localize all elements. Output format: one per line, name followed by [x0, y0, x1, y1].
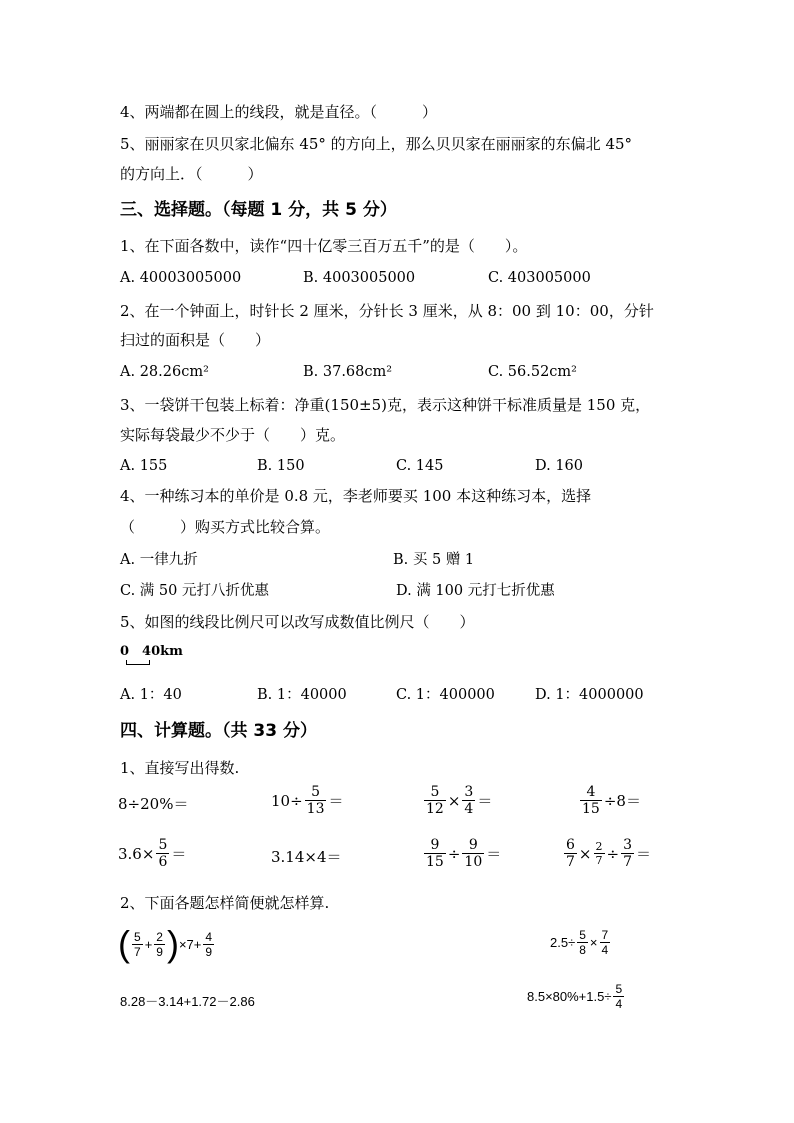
fraction: $\frac{4}{9}$	[205, 929, 213, 959]
choice-q3-b: B. 150	[257, 458, 305, 474]
judge-q5-line1: 5、丽丽家在贝贝家北偏东 45° 的方向上，那么贝贝家在丽丽家的东偏北 45°	[120, 135, 633, 153]
fraction: $\frac{3}{4}$	[464, 784, 474, 817]
fraction: $\frac{3}{7}$	[623, 837, 632, 870]
choice-q3-a: A. 155	[120, 458, 168, 474]
fraction: $\frac{2}{9}$	[156, 929, 163, 959]
calc-1-2: 10÷ $\frac{5}{13}$ ＝	[271, 784, 344, 817]
choice-q1: 1、在下面各数中，读作“四十亿零三百万五千”的是（ ）。	[120, 237, 528, 255]
fraction: $\frac{5}{6}$	[158, 837, 168, 870]
calc-2-3: 8.28－3.14+1.72－2.86	[120, 993, 255, 1009]
choice-q2-line2: 扫过的面积是（ ）	[120, 331, 271, 349]
fraction: $\frac{5}{13}$	[306, 784, 325, 817]
calc-q2-text: 2、下面各题怎样简便就怎样算.	[120, 894, 330, 912]
calc-1-4: $\frac{4}{15}$ ÷8＝	[582, 784, 641, 817]
choice-q5-a: A. 1：40	[120, 687, 182, 703]
calc-1-8: $\frac{6}{7}$ × $\frac{2}{7}$ ÷ $\frac{3}{7}$ ＝	[566, 837, 652, 870]
fraction: $\frac{9}{10}$	[464, 837, 483, 870]
choice-q4-d: D. 满 100 元打七折优惠	[396, 583, 555, 599]
calc-1-5: 3.6× $\frac{5}{6}$ ＝	[118, 837, 187, 870]
choice-q5-d: D. 1：4000000	[535, 687, 644, 703]
choice-q2-line1: 2、在一个钟面上，时针长 2 厘米，分针长 3 厘米，从 8：00 到 10：00，分针	[120, 302, 654, 320]
choice-q5: 5、如图的线段比例尺可以改写成数值比例尺（ ）	[120, 613, 475, 631]
choice-q2-c: C. 56.52cm²	[488, 364, 577, 380]
fraction: $\frac{5}{7}$	[134, 929, 141, 959]
choice-q3-line2: 实际每袋最少不少于（ ）克。	[120, 426, 346, 444]
choice-q2-a: A. 28.26cm²	[120, 364, 209, 380]
choice-q5-c: C. 1：400000	[396, 687, 495, 703]
fraction: $\frac{5}{12}$	[426, 784, 444, 817]
fraction: $\frac{2}{7}$	[595, 840, 603, 867]
scale-bar	[126, 660, 150, 665]
section3-title: 三、选择题。（每题 1 分，共 5 分）	[120, 200, 397, 220]
choice-q4-line2: （ ）购买方式比较合算。	[120, 518, 331, 536]
judge-q4: 4、两端都在圆上的线段，就是直径。（ ）	[120, 103, 438, 121]
fraction: $\frac{5}{4}$	[615, 982, 623, 1011]
choice-q1-c: C. 403005000	[488, 270, 591, 286]
calc-2-1: ( $\frac{5}{7}$ + $\frac{2}{9}$ ) ×7+ $\frac{4}{9}$	[118, 923, 213, 964]
line-scale-figure	[120, 645, 183, 659]
choice-q4-b: B. 买 5 赠 1	[393, 552, 475, 568]
fraction: $\frac{5}{8}$	[579, 928, 586, 957]
choice-q1-b: B. 4003005000	[303, 270, 416, 286]
calc-1-6: 3.14×4＝	[271, 847, 342, 866]
choice-q5-b: B. 1：40000	[257, 687, 347, 703]
section4-title: 四、计算题。（共 33 分）	[120, 721, 317, 741]
fraction: $\frac{7}{4}$	[601, 928, 609, 957]
fraction: $\frac{6}{7}$	[566, 837, 575, 870]
calc-2-4: 8.5×80%+1.5÷ $\frac{5}{4}$	[527, 982, 623, 1011]
calc-1-7: $\frac{9}{15}$ ÷ $\frac{9}{10}$ ＝	[426, 837, 502, 870]
calc-2-2: 2.5÷ $\frac{5}{8}$ × $\frac{7}{4}$	[550, 928, 609, 957]
choice-q3-line1: 3、一袋饼干包装上标着：净重(150±5)克，表示这种饼干标准质量是 150 克，	[120, 396, 651, 414]
choice-q4-a: A. 一律九折	[120, 552, 198, 568]
choice-q3-d: D. 160	[535, 458, 584, 474]
fraction: $\frac{4}{15}$	[582, 784, 600, 817]
judge-q5-line2: 的方向上．（ ）	[120, 165, 263, 183]
choice-q2-b: B. 37.68cm²	[303, 364, 393, 380]
calc-1-1: 8÷20%＝	[118, 794, 189, 813]
choice-q4-line1: 4、一种练习本的单价是 0.8 元，李老师要买 100 本这种练习本，选择	[120, 487, 592, 505]
fraction: $\frac{9}{15}$	[426, 837, 444, 870]
scale-label: 0 40km	[120, 644, 183, 659]
choice-q4-c: C. 满 50 元打八折优惠	[120, 583, 269, 599]
choice-q3-c: C. 145	[396, 458, 444, 474]
calc-1-3: $\frac{5}{12}$ × $\frac{3}{4}$ ＝	[426, 784, 493, 817]
choice-q1-a: A. 40003005000	[120, 270, 242, 286]
calc-q1-text: 1、直接写出得数.	[120, 759, 240, 777]
